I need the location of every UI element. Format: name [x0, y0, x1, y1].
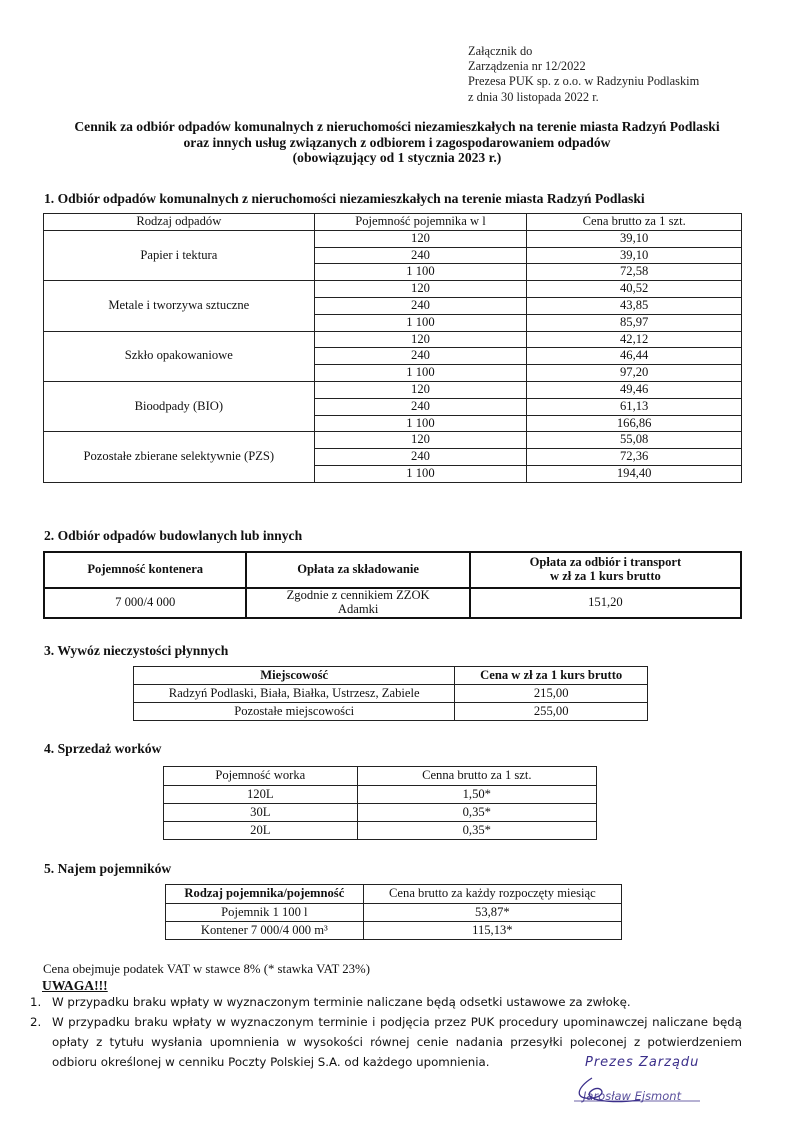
table-header-row [164, 767, 597, 786]
capacity-cell: 120 [314, 381, 527, 398]
price-cell: 46,44 [527, 348, 742, 365]
section-1-heading: 1. Odbiór odpadów komunalnych z nieruchomości niezamieszkałych na terenie miasta Radzyń Podlaski [44, 191, 645, 206]
price-cell: 40,52 [527, 281, 742, 298]
price-cell: 55,08 [527, 432, 742, 449]
table-cell: Pojemnik 1 100 l [166, 904, 364, 922]
table-row [44, 588, 741, 618]
warning-number: 2. [30, 1015, 42, 1029]
column-header: Cenna brutto za 1 szt. [357, 767, 596, 786]
title-line: Cennik za odbiór odpadów komunalnych z nieruchomości niezamieszkałych na terenie miasta Radzyń Podlaski [74, 119, 720, 134]
table-row [164, 822, 597, 840]
column-header: Pojemność kontenera [44, 552, 246, 588]
capacity-cell: 120 [314, 331, 527, 348]
capacity-cell: 1 100 [314, 415, 527, 432]
capacity-cell: 120 [314, 281, 527, 298]
waste-type-cell: Metale i tworzywa sztuczne [44, 281, 315, 331]
table-cell: 215,00 [455, 685, 648, 703]
capacity-cell: 240 [314, 398, 527, 415]
table-row [164, 786, 597, 804]
column-header: Opłata za składowanie [246, 552, 469, 588]
warning-number: 1. [30, 995, 42, 1009]
liquid-waste-table [133, 666, 648, 721]
capacity-cell: 240 [314, 348, 527, 365]
title-line: (obowiązujący od 1 stycznia 2023 r.) [292, 150, 502, 166]
table-cell: 115,13* [363, 922, 621, 940]
bag-sales-table [163, 766, 597, 840]
table-row [164, 804, 597, 822]
cell-line: Adamki [337, 602, 379, 616]
section-2-heading: 2. Odbiór odpadów budowlanych lub innych [44, 528, 303, 543]
price-cell: 194,40 [527, 465, 742, 482]
capacity-cell: 1 100 [314, 264, 527, 281]
waste-price-table-body [44, 230, 742, 482]
waste-type-cell: Szkło opakowaniowe [44, 331, 315, 381]
price-cell: 39,10 [527, 247, 742, 264]
capacity-cell: 240 [314, 247, 527, 264]
title-line: oraz innych usług związanych z odbiorem i zagospodarowaniem odpadów [183, 134, 611, 150]
price-cell: 42,12 [527, 331, 742, 348]
signature-name: Jarosław Ejsmont [583, 1089, 682, 1103]
price-cell: 72,58 [527, 264, 742, 281]
column-header: Pojemność pojemnika w l [314, 214, 527, 231]
table-cell: 1,50* [357, 786, 596, 804]
capacity-cell: 1 100 [314, 365, 527, 382]
table-cell: 53,87* [363, 904, 621, 922]
table-cell: 0,35* [357, 822, 596, 840]
price-cell: 97,20 [527, 365, 742, 382]
capacity-cell: 240 [314, 449, 527, 466]
document-title [0, 119, 794, 166]
column-header: Rodzaj odpadów [44, 214, 315, 231]
table-cell: Pozostałe miejscowości [134, 703, 455, 721]
table-header-row [44, 552, 741, 588]
table-row [44, 331, 742, 348]
table-cell: 7 000/4 000 [44, 588, 246, 618]
warning-text: W przypadku braku wpłaty w wyznaczonym terminie i podjęcia przez PUK procedury upominawczej naliczane będą opłaty z tytułu wysłania upomnienia w wysokości równej cenie nadania przesyłki poleconej z potwierdzeniem odbioru określonej w cenniku Poczty Polskiej S.A. od każdego upomnienia. [52, 1015, 742, 1069]
table-cell: Radzyń Podlaski, Biała, Białka, Ustrzesz, Zabiele [134, 685, 455, 703]
price-cell: 72,36 [527, 449, 742, 466]
waste-type-cell: Pozostałe zbierane selektywnie (PZS) [44, 432, 315, 482]
table-cell: 30L [164, 804, 358, 822]
column-header: Rodzaj pojemnika/pojemność [166, 885, 364, 904]
header-line: w zł za 1 kurs brutto [549, 569, 661, 583]
capacity-cell: 1 100 [314, 465, 527, 482]
cell-line: Zgodnie z cennikiem ZZOK [286, 588, 430, 603]
table-row [44, 281, 742, 298]
warning-title: UWAGA!!! [42, 978, 108, 993]
vat-note: Cena obejmuje podatek VAT w stawce 8% (* stawka VAT 23%) [43, 962, 370, 976]
column-header: Cena brutto za 1 szt. [527, 214, 742, 231]
price-cell: 49,46 [527, 381, 742, 398]
table-cell: 151,20 [470, 588, 741, 618]
construction-waste-table [43, 551, 742, 619]
attachment-header [468, 44, 699, 105]
waste-type-cell: Bioodpady (BIO) [44, 381, 315, 431]
table-header-row [44, 214, 742, 231]
header-line: Załącznik do [468, 44, 533, 58]
section-3-heading: 3. Wywóz nieczystości płynnych [44, 643, 229, 658]
table-row [44, 381, 742, 398]
warning-item [0, 993, 760, 1013]
column-header: Pojemność worka [164, 767, 358, 786]
signature-title: Prezes Zarządu [585, 1055, 700, 1070]
column-header: Miejscowość [134, 667, 455, 685]
header-line: Opłata za odbiór i transport [529, 555, 682, 570]
table-cell: 20L [164, 822, 358, 840]
table-cell: 255,00 [455, 703, 648, 721]
header-line: z dnia 30 listopada 2022 r. [468, 89, 599, 104]
capacity-cell: 240 [314, 297, 527, 314]
column-header [470, 552, 741, 588]
container-rental-table [165, 884, 622, 940]
section-5-heading: 5. Najem pojemników [44, 861, 172, 876]
column-header: Cena brutto za każdy rozpoczęty miesiąc [363, 885, 621, 904]
table-row [134, 703, 648, 721]
table-cell: 120L [164, 786, 358, 804]
price-cell: 43,85 [527, 297, 742, 314]
table-row [166, 922, 622, 940]
header-line: Zarządzenia nr 12/2022 [468, 59, 586, 74]
price-cell: 85,97 [527, 314, 742, 331]
waste-price-table [43, 213, 742, 483]
capacity-cell: 1 100 [314, 314, 527, 331]
table-header-row [166, 885, 622, 904]
capacity-cell: 120 [314, 230, 527, 247]
warning-text: W przypadku braku wpłaty w wyznaczonym terminie naliczane będą odsetki ustawowe za zwłokę. [52, 995, 631, 1009]
capacity-cell: 120 [314, 432, 527, 449]
header-line: Prezesa PUK sp. z o.o. w Radzyniu Podlaskim [468, 74, 700, 89]
price-cell: 166,86 [527, 415, 742, 432]
price-cell: 39,10 [527, 230, 742, 247]
table-header-row [134, 667, 648, 685]
table-cell: 0,35* [357, 804, 596, 822]
table-row [44, 230, 742, 247]
table-row [134, 685, 648, 703]
table-cell [246, 588, 469, 618]
table-row [44, 432, 742, 449]
column-header: Cena w zł za 1 kurs brutto [455, 667, 648, 685]
price-cell: 61,13 [527, 398, 742, 415]
waste-type-cell: Papier i tektura [44, 230, 315, 280]
section-4-heading: 4. Sprzedaż worków [44, 741, 162, 756]
table-row [166, 904, 622, 922]
table-cell: Kontener 7 000/4 000 m³ [166, 922, 364, 940]
